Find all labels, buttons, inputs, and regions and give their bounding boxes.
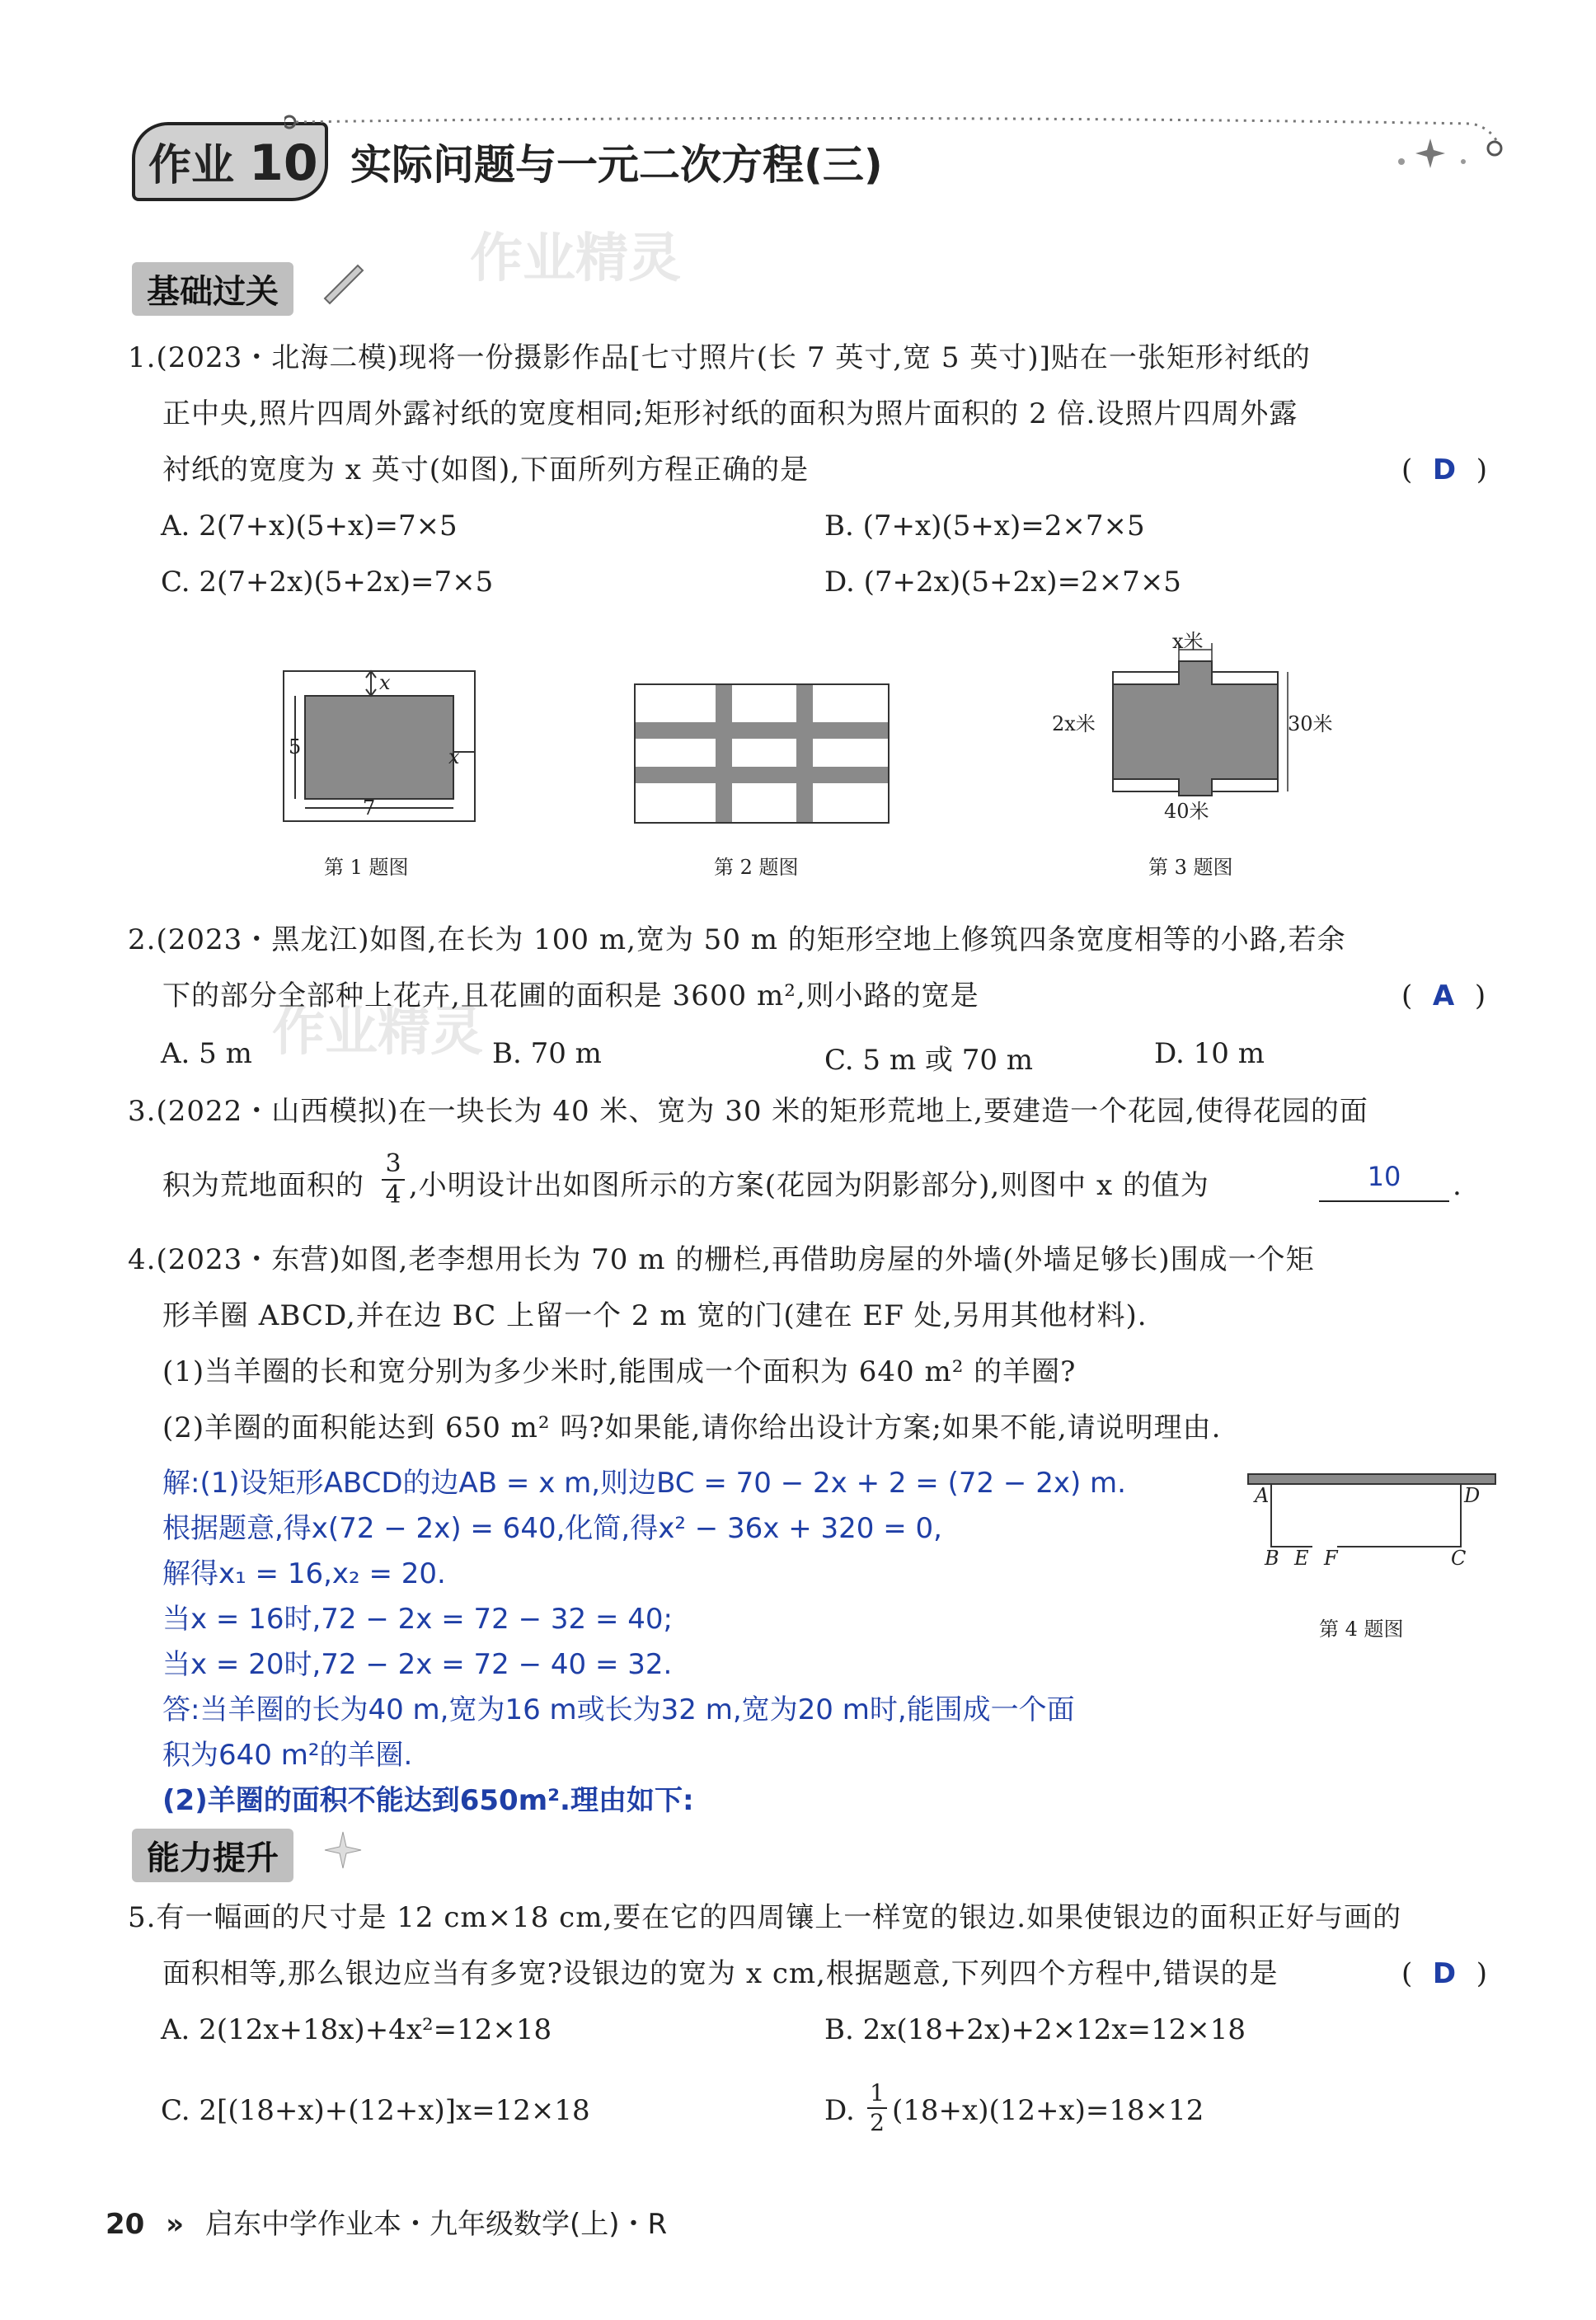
fig1-caption: 第 1 题图 (324, 856, 409, 879)
q5-text (128, 1890, 1513, 2002)
section-advanced: 能力提升 (132, 1829, 293, 1882)
q5-num: 5. (128, 1901, 157, 1934)
sparkle-burst-icon (318, 1825, 368, 1875)
q5-optD-fraction (867, 2079, 887, 2137)
q4-sol-line-2: 根据题意,得x(72 − 2x) = 640,化简,得x² − 36x + 320 = 0, (162, 1512, 942, 1545)
q2-optD: D. 10 m (1154, 1037, 1265, 1070)
q1-text (128, 330, 1513, 498)
q2-optA: A. 5 m (161, 1037, 252, 1070)
page-number: 20 (106, 2208, 145, 2241)
watermark-2: 作业精灵 (272, 1002, 483, 1063)
q4-sol-line-6: 答:当羊圈的长为40 m,宽为16 m或长为32 m,宽为20 m时,能围成一个面 (162, 1693, 1075, 1726)
q5-line1: 有一幅画的尺寸是 12 cm×18 cm,要在它的四周镶上一样宽的银边.如果使银边的面积正好与画的 (156, 1901, 1402, 1934)
q5-optD-post: (18+x)(12+x)=18×12 (892, 2094, 1204, 2127)
fig4-label-D: D (1464, 1484, 1481, 1507)
q3-fraction (382, 1149, 405, 1210)
q4-line2: 形羊圈 ABCD,并在边 BC 上留一个 2 m 宽的门(建在 EF 处,另用其他材料). (162, 1299, 1148, 1332)
page-title: 实际问题与一元二次方程(三) (350, 141, 883, 189)
q5-answer: D (1432, 1957, 1458, 1990)
q1-answer: D (1432, 453, 1458, 486)
q4-sol-line-4: 当x = 16时,72 − 2x = 72 − 32 = 40; (162, 1603, 673, 1636)
fig1-label-7: 7 (363, 796, 376, 820)
fig4-label-F: F (1324, 1547, 1338, 1570)
q1-optC: C. 2(7+2x)(5+2x)=7×5 (161, 566, 494, 599)
footer-text: 启东中学作业本・九年级数学(上)・R (204, 2208, 668, 2241)
pencil-icon (318, 257, 368, 307)
badge-number: 10 (249, 134, 318, 192)
q2-optC: C. 5 m 或 70 m (824, 1044, 1034, 1077)
q5-line2: 面积相等,那么银边应当有多宽?设银边的宽为 x cm,根据题意,下列四个方程中,错误的是 (162, 1957, 1279, 1990)
q4-sub2: (2)羊圈的面积能达到 650 m² 吗?如果能,请你给出设计方案;如果不能,请说明理由. (162, 1411, 1222, 1444)
q1-line3: 衬纸的宽度为 x 英寸(如图),下面所列方程正确的是 (162, 453, 810, 486)
fig3-caption: 第 3 题图 (1148, 856, 1233, 879)
q5-optD-den: 2 (870, 2109, 885, 2136)
q4-line1: (2023・东营)如图,老李想用长为 70 m 的栅栏,再借助房屋的外墙(外墙足够长)围成一个矩 (156, 1243, 1315, 1276)
fig4-label-A: A (1255, 1484, 1270, 1507)
fig3-label-top: x米 (1172, 630, 1204, 653)
q3-answer: 10 (1367, 1161, 1401, 1192)
q2-answer-box: ( A ) (1401, 979, 1487, 1012)
q2-text (128, 912, 1513, 1024)
q3-line2b: ,小明设计出如图所示的方案(花园为阴影部分),则图中 x 的值为 (409, 1169, 1209, 1202)
q1-optD: D. (7+2x)(5+2x)=2×7×5 (824, 566, 1181, 599)
q5-optA: A. 2(12x+18x)+4x²=12×18 (161, 2013, 552, 2046)
watermark: 作业精灵 (470, 228, 681, 289)
fig1-label-5: 5 (289, 735, 302, 758)
q3-line2b-wrap (409, 1161, 1209, 1210)
q4-text (128, 1232, 1513, 1456)
q3-line1: (2022・山西模拟)在一块长为 40 米、宽为 30 米的矩形荒地上,要建造一个花园,使得花园的面 (156, 1095, 1368, 1128)
q4-sol-line-1: 解:(1)设矩形ABCD的边AB = x m,则边BC = 70 − 2x + 2 = (72 − 2x) m. (162, 1467, 1126, 1500)
q3-answer-blank (1319, 1161, 1449, 1202)
header-dot-ring (284, 116, 295, 128)
q4-sub1: (1)当羊圈的长和宽分别为多少米时,能围成一个面积为 640 m² 的羊圈? (162, 1355, 1077, 1388)
q5-optB: B. 2x(18+2x)+2×12x=12×18 (824, 2013, 1246, 2046)
q4-sol-line-3: 解得x₁ = 16,x₂ = 20. (162, 1557, 446, 1590)
q5-answer-box: ( D ) (1401, 1957, 1489, 1990)
fig1-label-x-top: x (379, 671, 391, 694)
q3-line1-wrap (128, 1083, 1513, 1139)
q4-sol-line-8: (2)羊圈的面积不能达到650m².理由如下: (162, 1784, 694, 1817)
q1-optA: A. 2(7+x)(5+x)=7×5 (161, 510, 458, 542)
fig2-caption: 第 2 题图 (714, 856, 799, 879)
q3-num: 3. (128, 1095, 157, 1128)
fig4-caption: 第 4 题图 (1319, 1618, 1404, 1641)
q5-optD-num: 1 (867, 2079, 887, 2109)
q1-answer-box: ( D ) (1401, 453, 1489, 486)
q3-frac-num: 3 (382, 1149, 405, 1181)
q1-optB: B. (7+x)(5+x)=2×7×5 (824, 510, 1145, 542)
fig4-label-C: C (1451, 1547, 1467, 1570)
q4-solution (162, 1461, 1284, 1824)
q5-optC: C. 2[(18+x)+(12+x)]x=12×18 (161, 2094, 590, 2127)
fig3-label-bottom: 40米 (1164, 800, 1209, 823)
q2-line2: 下的部分全部种上花卉,且花圃的面积是 3600 m²,则小路的宽是 (162, 979, 979, 1012)
fig3-label-left: 2x米 (1052, 712, 1096, 735)
fig3-label-right: 30米 (1288, 712, 1333, 735)
header-dotted-line (284, 107, 1504, 173)
badge-prefix: 作业 (148, 141, 235, 190)
section-basic: 基础过关 (132, 262, 293, 316)
q4-num: 4. (128, 1243, 157, 1276)
figure-3 (1105, 627, 1319, 808)
figure-2 (633, 683, 890, 824)
q3-line2a: 积为荒地面积的 (162, 1169, 364, 1202)
q1-line2: 正中央,照片四周外露衬纸的宽度相同;矩形衬纸的面积为照片面积的 2 倍.设照片四周外露 (162, 397, 1298, 430)
q2-optB: B. 70 m (492, 1037, 602, 1070)
fig1-label-x-right: x (448, 745, 460, 768)
fig4-label-B: B (1265, 1547, 1279, 1570)
fig4-label-E: E (1294, 1547, 1309, 1570)
q5-optD-pre: D. (824, 2094, 855, 2127)
footer (106, 2201, 667, 2242)
q4-sol-line-7: 积为640 m²的羊圈. (162, 1739, 413, 1772)
q2-num: 2. (128, 923, 157, 956)
q4-sol-line-5: 当x = 20时,72 − 2x = 72 − 40 = 32. (162, 1648, 673, 1681)
q1-num: 1. (128, 341, 157, 374)
q2-answer: A (1432, 979, 1456, 1012)
footer-arrow-icon: » (166, 2208, 185, 2241)
sparkle-icon (1415, 139, 1445, 168)
q3-frac-den: 4 (385, 1181, 401, 1209)
q1-line1: (2023・北海二模)现将一份摄影作品[七寸照片(长 7 英寸,宽 5 英寸)]贴在一张矩形衬纸的 (156, 341, 1311, 374)
q2-line1: (2023・黑龙江)如图,在长为 100 m,宽为 50 m 的矩形空地上修筑四条宽度相等的小路,若余 (156, 923, 1346, 956)
q3-end: . (1453, 1169, 1462, 1202)
